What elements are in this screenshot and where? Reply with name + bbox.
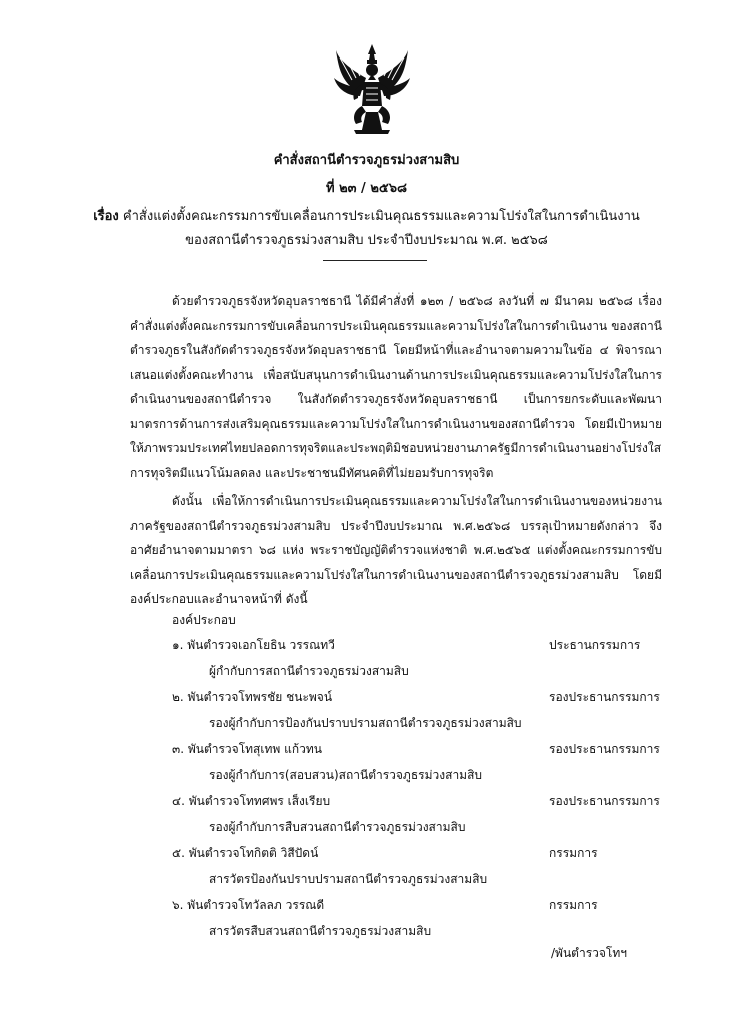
- title-divider: [323, 260, 427, 261]
- subject-text-1: คำสั่งแต่งตั้งคณะกรรมการขับเคลื่อนการประเมินคุณธรรมและความโปร่งใสในการดำเนินงาน: [122, 209, 640, 224]
- member-4-position: รองผู้กำกับการสืบสวนสถานีตำรวจภูธรม่วงสามสิบ: [209, 820, 466, 834]
- member-5-name: ๕. พันตำรวจโทกิตติ วิสีปัดน์: [172, 846, 319, 860]
- member-5-position: สารวัตรป้องกันปราบปรามสถานีตำรวจภูธรม่วงสามสิบ: [209, 872, 488, 886]
- body-paragraph-2: ดังนั้น เพื่อให้การดำเนินการประเมินคุณธรรมและความโปร่งใสในการดำเนินงานของหน่วยงานภาครัฐของสถานีตำรวจภูธรม่วงสามสิบ ประจำปีงบประมาณ พ.ศ.๒๕๖๘ บรรลุเป้าหมายดังกล่าว จึงอาศัยอำนาจตามมาตรา ๖๘ แห่ง พระราชบัญญัติตำรวจแห่งชาติ พ.ศ.๒๕๖๕ แต่งตั้งคณะกรรมการขับเคลื่อนการประเมินคุณธรรมและความโปร่งใสในการดำเนินงานของสถานีตำรวจภูธรม่วงสามสิบ โดยมีองค์ประกอบและอำนาจหน้าที่ ดังนี้: [130, 494, 662, 606]
- member-3-position: รองผู้กำกับการ(สอบสวน)สถานีตำรวจภูธรม่วงสามสิบ: [209, 768, 483, 782]
- member-4-role: รองประธานกรรมการ: [549, 794, 660, 808]
- member-6-role: กรรมการ: [549, 898, 598, 912]
- continued-marker: /พันตำรวจโทฯ: [551, 946, 627, 960]
- member-2-name: ๒. พันตำรวจโทพรชัย ชนะพจน์: [172, 690, 333, 704]
- composition-heading: องค์ประกอบ: [172, 613, 236, 627]
- order-number: ที่ ๒๓ / ๒๕๖๘: [325, 181, 408, 196]
- subject-line-1: [0, 208, 733, 226]
- member-5-role: กรรมการ: [549, 846, 598, 860]
- member-1-name: ๑. พันตำรวจเอกโยธิน วรรณทวี: [172, 638, 335, 652]
- order-title: คำสั่งสถานีตำรวจภูธรม่วงสามสิบ: [273, 153, 460, 168]
- member-1-role: ประธานกรรมการ: [549, 638, 641, 652]
- member-3-name: ๓. พันตำรวจโทสุเทพ แก้วทน: [172, 742, 322, 756]
- member-6-name: ๖. พันตำรวจโทวัลลภ วรรณดี: [172, 898, 325, 912]
- body-paragraph-1: ด้วยตำรวจภูธรจังหวัดอุบลราชธานี ได้มีคำสั่งที่ ๑๒๓ / ๒๕๖๘ ลงวันที่ ๗ มีนาคม ๒๕๖๘ เรื่อง คำสั่งแต่งตั้งคณะกรรมการขับเคลื่อนการประเมินคุณธรรมและความโปร่งใสในการดำเนินงาน ของสถานีตำรวจภูธรในสังกัดตำรวจภูธรจังหวัดอุบลราชธานี โดยมีหน้าที่และอำนาจตามความในข้อ ๔ พิจารณาเสนอแต่งตั้งคณะทำงาน เพื่อสนับสนุนการดำเนินงานด้านการประเมินคุณธรรมและความโปร่งใสในการดำเนินงานของสถานีตำรวจ ในสังกัดตำรวจภูธรจังหวัดอุบลราชธานี เป็นการยกระดับและพัฒนามาตรการด้านการส่งเสริมคุณธรรมและความโปร่งใสในการดำเนินงานของสถานีตำรวจ โดยมีเป้าหมายให้ภาพรวมประเทศไทยปลอดการทุจริตและประพฤติมิชอบหน่วยงานภาครัฐมีการดำเนินงานอย่างโปร่งใส การทุจริตมีแนวโน้มลดลง และประชาชนมีทัศนคติที่ไม่ยอมรับการทุจริต: [130, 294, 662, 480]
- member-1-position: ผู้กำกับการสถานีตำรวจภูธรม่วงสามสิบ: [209, 664, 409, 678]
- member-2-position: รองผู้กำกับการป้องกันปราบปรามสถานีตำรวจภูธรม่วงสามสิบ: [209, 716, 522, 730]
- member-4-name: ๔. พันตำรวจโททศพร เส็งเรียบ: [172, 794, 331, 808]
- subject-line-2: ของสถานีตำรวจภูธรม่วงสามสิบ ประจำปีงบประมาณ พ.ศ. ๒๕๖๘: [185, 233, 548, 248]
- member-2-role: รองประธานกรรมการ: [549, 690, 660, 704]
- member-3-role: รองประธานกรรมการ: [549, 742, 660, 756]
- garuda-emblem-icon: [330, 40, 414, 136]
- subject-label: เรื่อง: [93, 209, 119, 224]
- member-6-position: สารวัตรสืบสวนสถานีตำรวจภูธรม่วงสามสิบ: [209, 924, 432, 938]
